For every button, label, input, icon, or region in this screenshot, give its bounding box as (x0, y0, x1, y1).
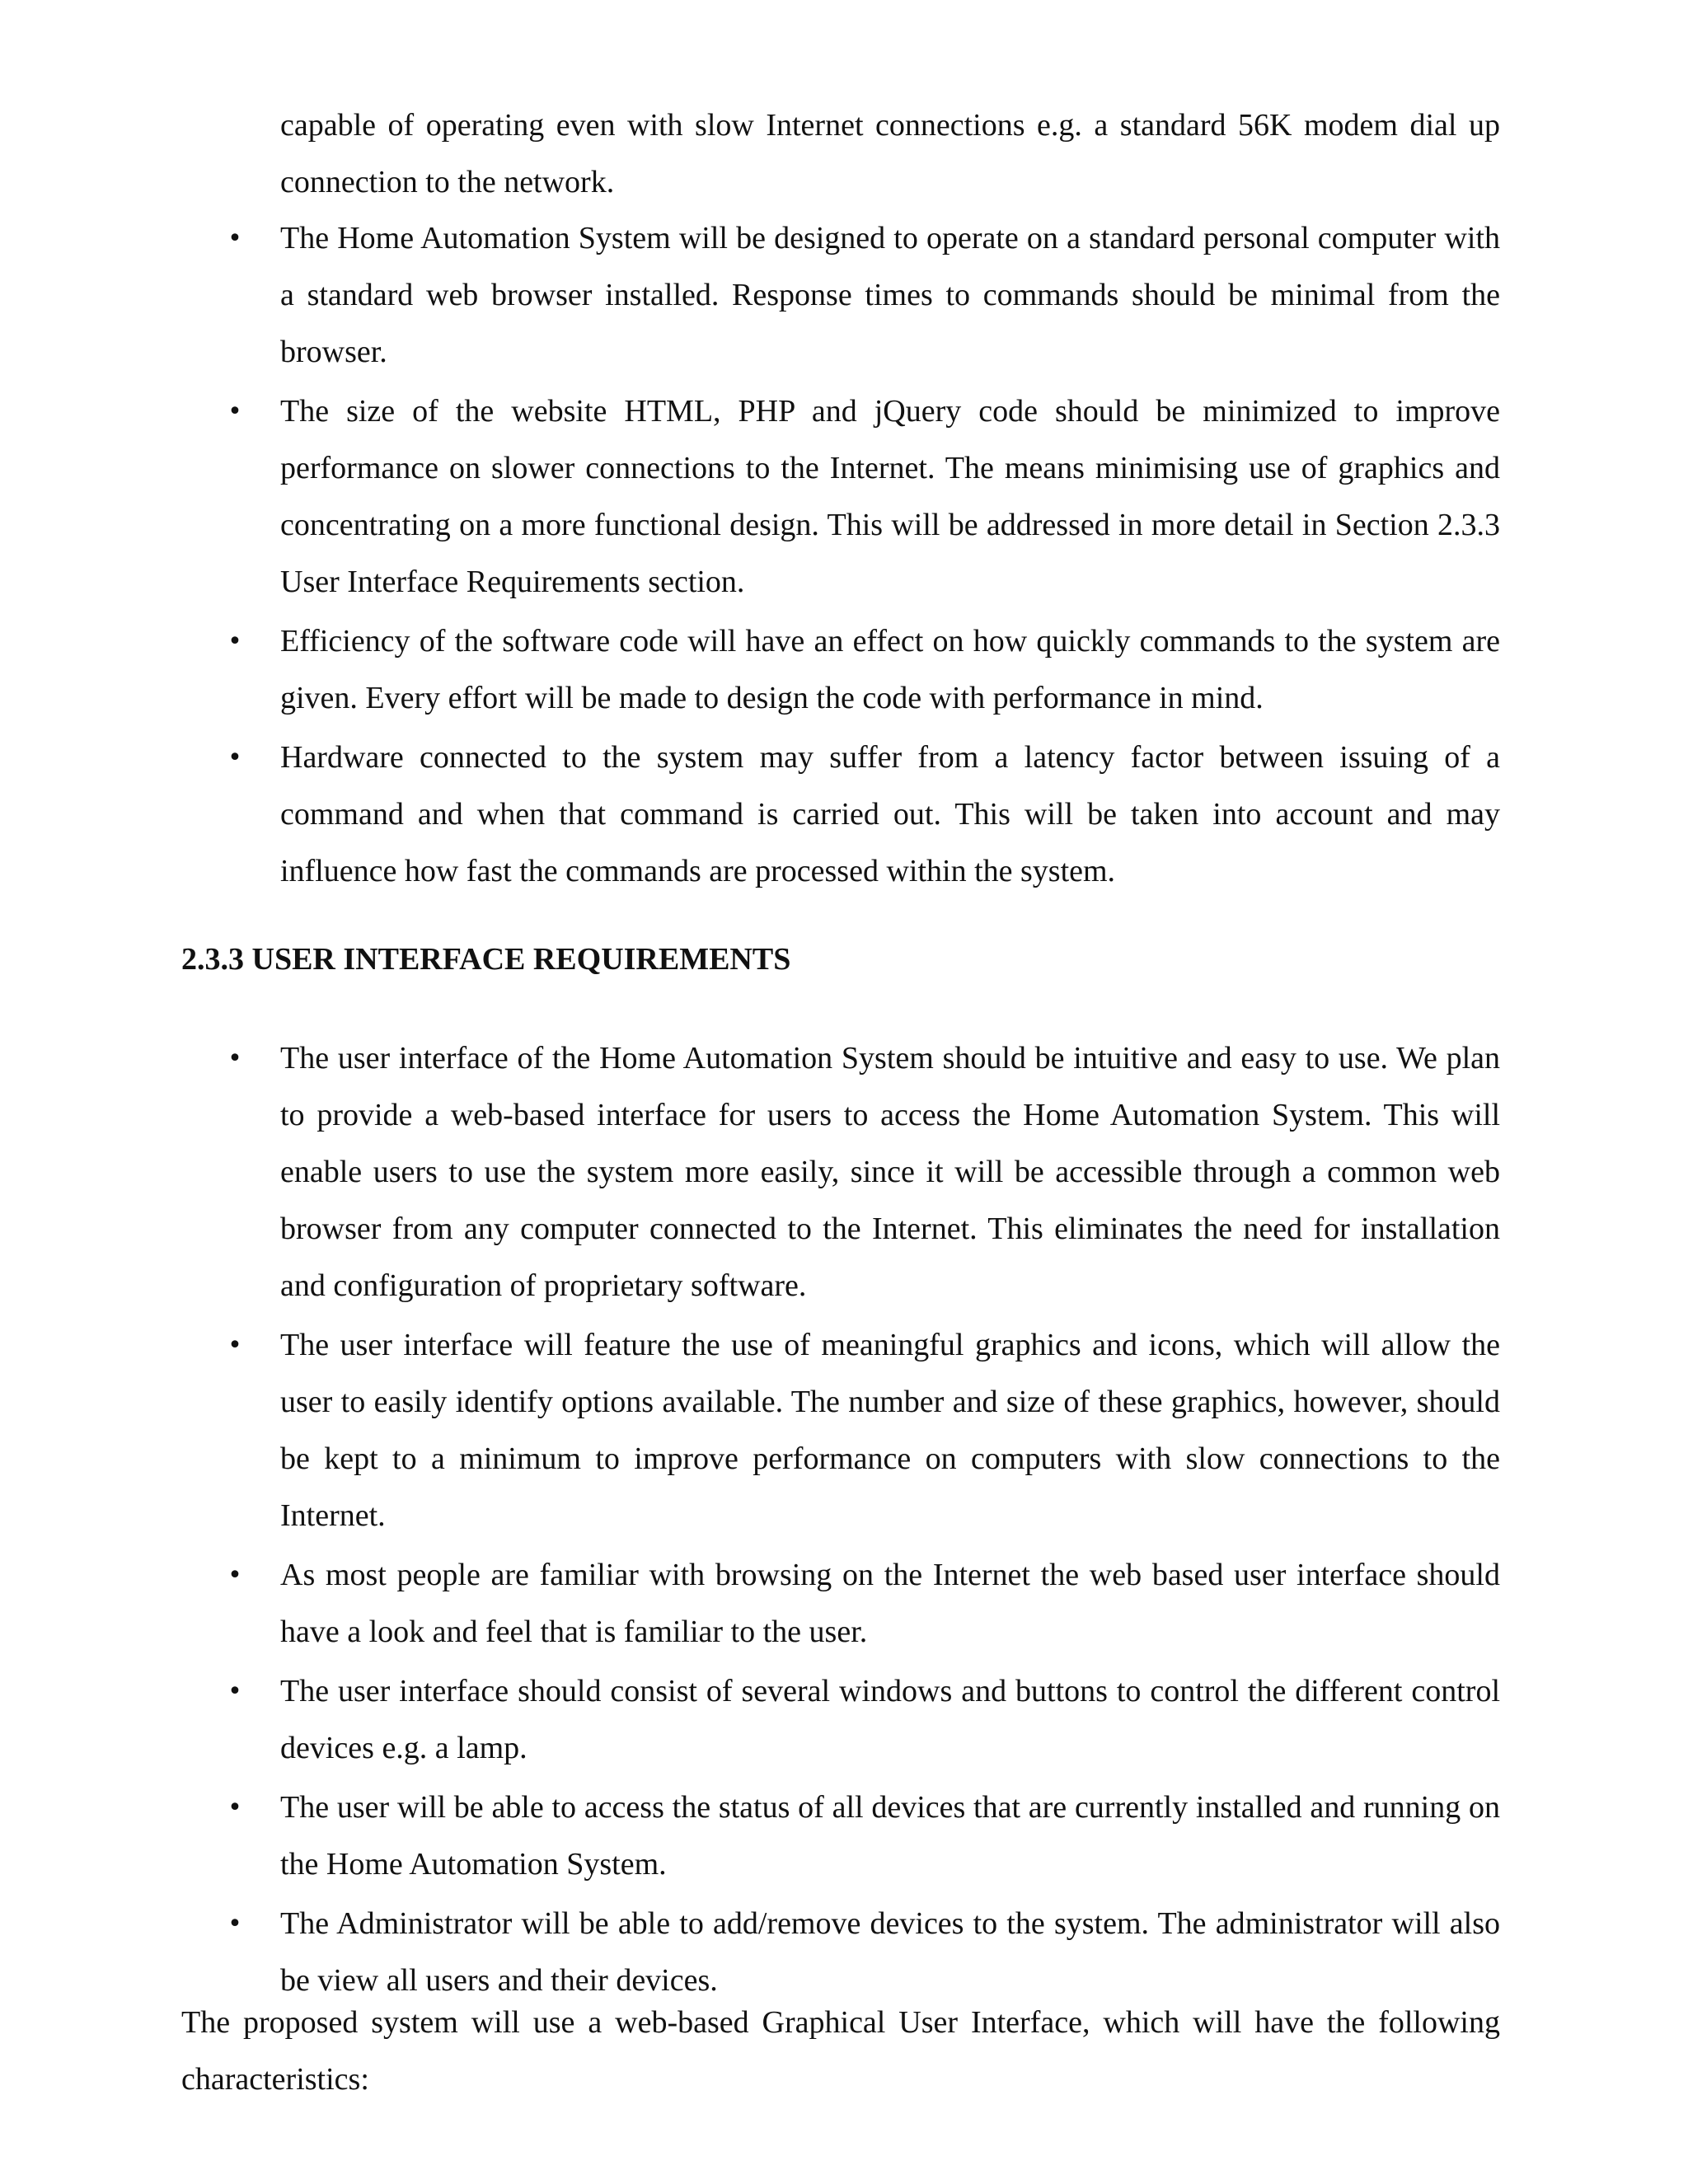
bullet-text: As most people are familiar with browsing on the Internet the web based user interface should have a look and feel that is familiar to the user. (280, 1558, 1500, 1649)
ui-requirements-bullet-list (227, 1030, 1500, 2012)
list-item (227, 613, 1500, 727)
bullet-text: The Administrator will be able to add/remove devices to the system. The administrator will also be view all users and their devices. (280, 1906, 1500, 1998)
bullet-icon: • (227, 1677, 242, 1706)
bullet-icon: • (227, 1910, 242, 1938)
list-item (227, 1317, 1500, 1544)
section-heading: 2.3.3 USER INTERFACE REQUIREMENTS (181, 942, 791, 977)
bullet-icon: • (227, 1044, 242, 1073)
bullet-text: The user interface will feature the use of meaningful graphics and icons, which will allow the user to easily identify options available. The number and size of these graphics, however, should be kept to a minimum to improve performance on computers with slow connections to the Internet. (280, 1328, 1500, 1533)
bullet-icon: • (227, 743, 242, 772)
bullet-text: Efficiency of the software code will have an effect on how quickly commands to the system are given. Every effort will be made to design the code with performance in mind. (280, 624, 1500, 715)
list-item (227, 1030, 1500, 1315)
performance-bullet-list (227, 210, 1500, 902)
list-item (227, 1663, 1500, 1777)
bullet-icon: • (227, 1561, 242, 1590)
closing-paragraph: The proposed system will use a web-based Graphical User Interface, which will have the following characteristics: (181, 2005, 1500, 2097)
bullet-text: The size of the website HTML, PHP and jQuery code should be minimized to improve performance on slower connections to the Internet. The means minimising use of graphics and concentrating on a more functional design. This will be addressed in more detail in Section 2.3.3 User Interface Requirements section. (280, 394, 1500, 599)
bullet-icon: • (227, 627, 242, 656)
continuation-paragraph: capable of operating even with slow Internet connections e.g. a standard 56K modem dial up connection to the network. (280, 108, 1500, 199)
list-item (227, 1547, 1500, 1661)
list-item (227, 1896, 1500, 2009)
list-item (227, 1779, 1500, 1893)
bullet-icon: • (227, 224, 242, 253)
bullet-icon: • (227, 397, 242, 426)
bullet-text: The Home Automation System will be designed to operate on a standard personal computer with a standard web browser installed. Response times to commands should be minimal from the browser. (280, 221, 1500, 369)
list-item (227, 383, 1500, 611)
bullet-text: The user interface of the Home Automation System should be intuitive and easy to use. We plan to provide a web-based interface for users to access the Home Automation System. This will enable users to use the system more easily, since it will be accessible through a common web browser from any computer connected to the Internet. This eliminates the need for installation and configuration of proprietary software. (280, 1041, 1500, 1303)
bullet-text: Hardware connected to the system may suffer from a latency factor between issuing of a command and when that command is carried out. This will be taken into account and may influence how fast the commands are processed within the system. (280, 740, 1500, 888)
list-item (227, 729, 1500, 900)
bullet-icon: • (227, 1793, 242, 1822)
list-item (227, 210, 1500, 381)
bullet-icon: • (227, 1331, 242, 1360)
bullet-text: The user interface should consist of several windows and buttons to control the different control devices e.g. a lamp. (280, 1674, 1500, 1765)
bullet-text: The user will be able to access the status of all devices that are currently installed and running on the Home Automation System. (280, 1790, 1500, 1882)
